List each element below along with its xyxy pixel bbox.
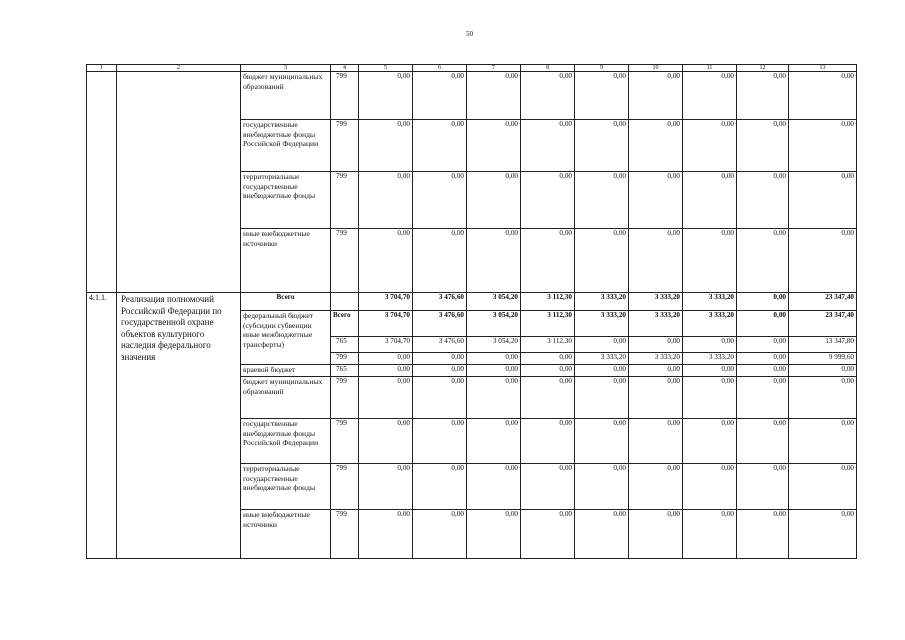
blank-title-cell [117,72,241,293]
value-cell: 0,00 [521,419,575,464]
budget-table [86,64,857,559]
value-cell: 0,00 [359,464,413,510]
value-cell: 0,00 [521,72,575,120]
value-cell: 3 333,20 [683,311,737,337]
source-cell: иные внебюджетные источники [241,510,331,559]
value-cell: 0,00 [467,172,521,229]
value-cell: 3 112,30 [521,311,575,337]
header-cell: 7 [467,65,521,72]
value-cell: 3 333,20 [683,353,737,365]
code-cell: 799 [331,377,359,419]
value-cell: 0,00 [737,365,789,377]
value-cell: 0,00 [789,172,857,229]
value-cell: 3 333,20 [629,311,683,337]
value-cell: 0,00 [737,72,789,120]
code-cell: 799 [331,72,359,120]
source-cell: бюджет муниципальных образований [241,377,331,419]
value-cell: 0,00 [521,510,575,559]
code-cell: Всего [331,311,359,337]
value-cell: 0,00 [413,510,467,559]
table-row [87,72,857,120]
value-cell: 0,00 [789,464,857,510]
code-cell: 799 [331,510,359,559]
header-row [87,65,857,72]
value-cell: 3 054,20 [467,337,521,353]
header-cell: 11 [683,65,737,72]
value-cell: 0,00 [789,120,857,172]
value-cell: 23 347,40 [789,311,857,337]
value-cell: 0,00 [683,72,737,120]
value-cell: 3 476,60 [413,293,467,311]
value-cell: 0,00 [575,172,629,229]
value-cell: 0,00 [413,229,467,293]
value-cell: 0,00 [683,120,737,172]
value-cell: 0,00 [359,510,413,559]
code-cell [331,293,359,311]
value-cell: 3 333,20 [575,293,629,311]
value-cell: 0,00 [683,229,737,293]
value-cell: 3 333,20 [575,353,629,365]
value-cell: 0,00 [467,72,521,120]
value-cell: 0,00 [629,172,683,229]
value-cell: 0,00 [789,72,857,120]
source-cell: краевой бюджет [241,365,331,377]
value-cell: 0,00 [683,510,737,559]
value-cell: 0,00 [467,353,521,365]
code-cell: 799 [331,464,359,510]
value-cell: 0,00 [575,72,629,120]
value-cell: 3 333,20 [629,293,683,311]
header-cell: 3 [241,65,331,72]
value-cell: 0,00 [413,353,467,365]
value-cell: 0,00 [737,120,789,172]
value-cell: 3 704,70 [359,293,413,311]
source-cell: государственные внебюджетные фонды Российской Федерации [241,120,331,172]
value-cell: 0,00 [575,229,629,293]
value-cell: 0,00 [359,72,413,120]
code-cell: 799 [331,353,359,365]
header-cell: 6 [413,65,467,72]
value-cell: 0,00 [359,229,413,293]
value-cell: 3 333,20 [575,311,629,337]
value-cell: 0,00 [575,377,629,419]
value-cell: 0,00 [575,337,629,353]
value-cell: 0,00 [467,419,521,464]
source-cell: территориальные государственные внебюджетные фонды [241,464,331,510]
value-cell: 0,00 [575,510,629,559]
header-cell: 10 [629,65,683,72]
value-cell: 0,00 [359,419,413,464]
value-cell: 0,00 [359,120,413,172]
section-index: 4.1.1. [87,293,117,559]
code-cell: 799 [331,229,359,293]
value-cell: 0,00 [683,464,737,510]
value-cell: 0,00 [521,377,575,419]
value-cell: 0,00 [737,229,789,293]
value-cell: 0,00 [521,172,575,229]
header-cell: 8 [521,65,575,72]
code-cell: 799 [331,419,359,464]
source-cell: федеральный бюджет (субсидии субвенции иные межбюджетные трансферты) [241,311,331,365]
value-cell: 0,00 [413,120,467,172]
value-cell: 0,00 [359,353,413,365]
value-cell: 3 054,20 [467,293,521,311]
page-number: 50 [466,30,473,38]
header-cell: 2 [117,65,241,72]
value-cell: 0,00 [359,365,413,377]
value-cell: 0,00 [467,120,521,172]
header-cell: 4 [331,65,359,72]
value-cell: 0,00 [467,510,521,559]
value-cell: 0,00 [629,419,683,464]
value-cell: 3 704,70 [359,337,413,353]
source-cell: территориальные государственные внебюджетные фонды [241,172,331,229]
value-cell: 9 999,60 [789,353,857,365]
code-cell: 799 [331,172,359,229]
value-cell: 0,00 [413,464,467,510]
value-cell: 0,00 [789,377,857,419]
value-cell: 0,00 [575,120,629,172]
value-cell: 3 333,20 [683,293,737,311]
value-cell: 3 476,60 [413,337,467,353]
value-cell: 3 054,20 [467,311,521,337]
value-cell: 0,00 [467,229,521,293]
value-cell: 0,00 [737,510,789,559]
value-cell: 0,00 [737,172,789,229]
value-cell: 0,00 [629,510,683,559]
value-cell: 0,00 [521,353,575,365]
header-cell: 12 [737,65,789,72]
value-cell: 0,00 [737,293,789,311]
value-cell: 0,00 [467,377,521,419]
value-cell: 0,00 [467,365,521,377]
header-cell: 9 [575,65,629,72]
value-cell: 0,00 [737,464,789,510]
value-cell: 0,00 [413,72,467,120]
value-cell: 0,00 [789,229,857,293]
header-cell: 13 [789,65,857,72]
code-cell: 799 [331,120,359,172]
value-cell: 3 112,30 [521,293,575,311]
value-cell: 0,00 [413,419,467,464]
header-cell: 1 [87,65,117,72]
value-cell: 0,00 [683,377,737,419]
code-cell: 765 [331,365,359,377]
value-cell: 0,00 [789,419,857,464]
blank-index-cell [87,72,117,293]
value-cell: 3 333,20 [629,353,683,365]
value-cell: 0,00 [683,419,737,464]
source-cell: государственные внебюджетные фонды Российской Федерации [241,419,331,464]
value-cell: 0,00 [521,464,575,510]
value-cell: 0,00 [359,172,413,229]
value-cell: 0,00 [737,353,789,365]
code-cell: 765 [331,337,359,353]
value-cell: 0,00 [629,229,683,293]
value-cell: 0,00 [683,337,737,353]
value-cell: 0,00 [737,377,789,419]
value-cell: 3 704,70 [359,311,413,337]
value-cell: 0,00 [737,419,789,464]
value-cell: 0,00 [575,419,629,464]
value-cell: 0,00 [629,464,683,510]
value-cell: 3 476,60 [413,311,467,337]
value-cell: 0,00 [629,365,683,377]
value-cell: 0,00 [359,377,413,419]
source-cell: иные внебюджетные источники [241,229,331,293]
value-cell: 0,00 [521,365,575,377]
source-cell: бюджет муниципальных образований [241,72,331,120]
value-cell: 0,00 [683,365,737,377]
value-cell: 0,00 [789,365,857,377]
value-cell: 0,00 [521,229,575,293]
value-cell: 0,00 [575,365,629,377]
value-cell: 0,00 [413,172,467,229]
value-cell: 0,00 [521,120,575,172]
value-cell: 0,00 [629,72,683,120]
value-cell: 0,00 [683,172,737,229]
value-cell: 0,00 [789,510,857,559]
total-label: Всего [241,293,331,311]
value-cell: 0,00 [629,377,683,419]
section-title: Реализация полномочий Российской Федерации по государственной охране объектов культурного наследия федерального значения [117,293,241,559]
value-cell: 0,00 [737,337,789,353]
value-cell: 0,00 [629,337,683,353]
value-cell: 0,00 [629,120,683,172]
value-cell: 0,00 [575,464,629,510]
value-cell: 0,00 [413,377,467,419]
header-cell: 5 [359,65,413,72]
value-cell: 23 347,40 [789,293,857,311]
value-cell: 3 112,30 [521,337,575,353]
value-cell: 0,00 [737,311,789,337]
total-row [87,293,857,311]
value-cell: 0,00 [467,464,521,510]
value-cell: 13 347,80 [789,337,857,353]
value-cell: 0,00 [413,365,467,377]
